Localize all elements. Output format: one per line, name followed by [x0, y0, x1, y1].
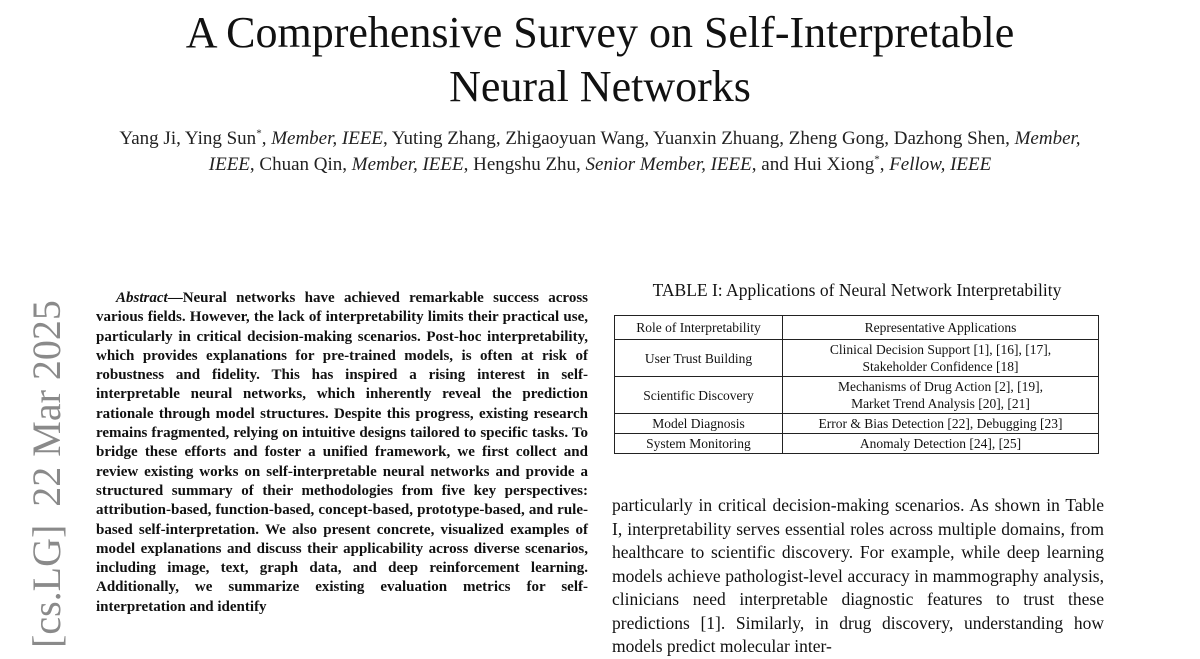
author-role: Member, IEEE [208, 128, 1081, 175]
author-name: Yuanxin Zhuang [653, 128, 780, 149]
table-cell-role: User Trust Building [615, 340, 783, 377]
application-line: Anomaly Detection [24], [25] [859, 436, 1022, 451]
paper-title [0, 6, 1200, 114]
table-cell-applications [783, 340, 1099, 377]
paper-title-line-1: A Comprehensive Survey on Self-Interpretable [185, 8, 1015, 57]
author-joiner: and [761, 154, 789, 175]
applications-table [614, 315, 1099, 454]
table-cell-applications [783, 434, 1099, 454]
abstract [96, 289, 588, 617]
application-line: Mechanisms of Drug Action [2], [19], [837, 379, 1044, 394]
author-name: Dazhong Shen [893, 128, 1006, 149]
table-row [615, 340, 1099, 377]
table-row [615, 434, 1099, 454]
table-cell-role: Scientific Discovery [615, 377, 783, 414]
arxiv-category: [cs.LG] [24, 524, 69, 648]
author-name: Zheng Gong [788, 128, 885, 149]
author-name: Ying Sun [184, 128, 257, 149]
author-role: Member, IEEE [351, 154, 464, 175]
corresponding-author-mark: * [874, 153, 880, 166]
author-name: Hengshu Zhu [473, 154, 577, 175]
author-role: Fellow, IEEE [889, 154, 992, 175]
table-caption: TABLE I: Applications of Neural Network Interpretability [652, 280, 1062, 300]
arxiv-date: 22 Mar 2025 [24, 300, 69, 507]
abstract-dash: — [167, 290, 183, 306]
author-name: Hui Xiong [793, 154, 875, 175]
table-header-row [615, 316, 1099, 340]
abstract-label: Abstract [116, 290, 168, 306]
table-row [615, 377, 1099, 414]
application-line: Clinical Decision Support [1], [16], [17], [829, 342, 1052, 357]
table-header-cell: Representative Applications [783, 316, 1099, 340]
author-role: Senior Member, IEEE [585, 154, 752, 175]
paper-title-line-2: Neural Networks [449, 62, 751, 111]
author-name: Yang Ji [119, 128, 177, 149]
table-row [615, 414, 1099, 434]
table-cell-role: System Monitoring [615, 434, 783, 454]
table-header-cell: Role of Interpretability [615, 316, 783, 340]
author-list: Yang Ji, Ying Sun*, Member, IEEE, Yuting Zhang, Zhigaoyuan Wang, Yuanxin Zhuang, Zheng Gong, Dazhong Shen, Member, IEEE, Chuan Qin, Member, IEEE, Hengshu Zhu, Senior Member, IEEE, and Hui Xiong*, Fellow, IEEE [119, 127, 1081, 175]
author-role: Member, IEEE [271, 128, 384, 149]
author-name: Yuting Zhang [391, 128, 496, 149]
body-paragraph: particularly in critical decision-making scenarios. As shown in Table I, interpretability serves essential roles across multiple domains, from healthcare to scientific discovery. For example, while deep learning models achieve pathologist-level accuracy in mammography analysis, clinicians need interpretable diagnostic features to trust these predictions [1]. Similarly, in drug discovery, understanding how models predict molecular inter- [612, 495, 1104, 656]
table-cell-applications [783, 414, 1099, 434]
abstract-text: Neural networks have achieved remarkable success across various fields. However, the lack of interpretability limits their practical use, particularly in critical decision-making scenarios. Post-hoc interpretability, which provides explanations for pre-trained models, is often at risk of robustness and fidelity. This has inspired a rising interest in self-interpretable neural networks, which inherently reveal the prediction rationale through model structures. Despite this progress, existing research remains fragmented, relying on intuitive designs tailored to specific tasks. To bridge these efforts and foster a unified framework, we first collect and review existing works on self-interpretable neural networks and provide a structured summary of their methodologies from five key perspectives: attribution-based, function-based, concept-based, prototype-based, and rule-based self-interpretation. We also present concrete, visualized examples of model explanations and discuss their applicability across diverse scenarios, including image, text, graph data, and deep reinforcement learning. Additionally, we summarize existing evaluation metrics for self-interpretation and identify [96, 290, 588, 615]
application-line: Stakeholder Confidence [18] [862, 359, 1019, 374]
author-name: Chuan Qin [259, 154, 343, 175]
table-cell-applications [783, 377, 1099, 414]
arxiv-identifier-stamp [24, 300, 70, 648]
table-cell-role: Model Diagnosis [615, 414, 783, 434]
application-line: Market Trend Analysis [20], [21] [851, 396, 1030, 411]
corresponding-author-mark: * [256, 127, 262, 140]
author-name: Zhigaoyuan Wang [505, 128, 645, 149]
table-body [615, 340, 1099, 454]
application-line: Error & Bias Detection [22], Debugging [23] [818, 416, 1063, 431]
